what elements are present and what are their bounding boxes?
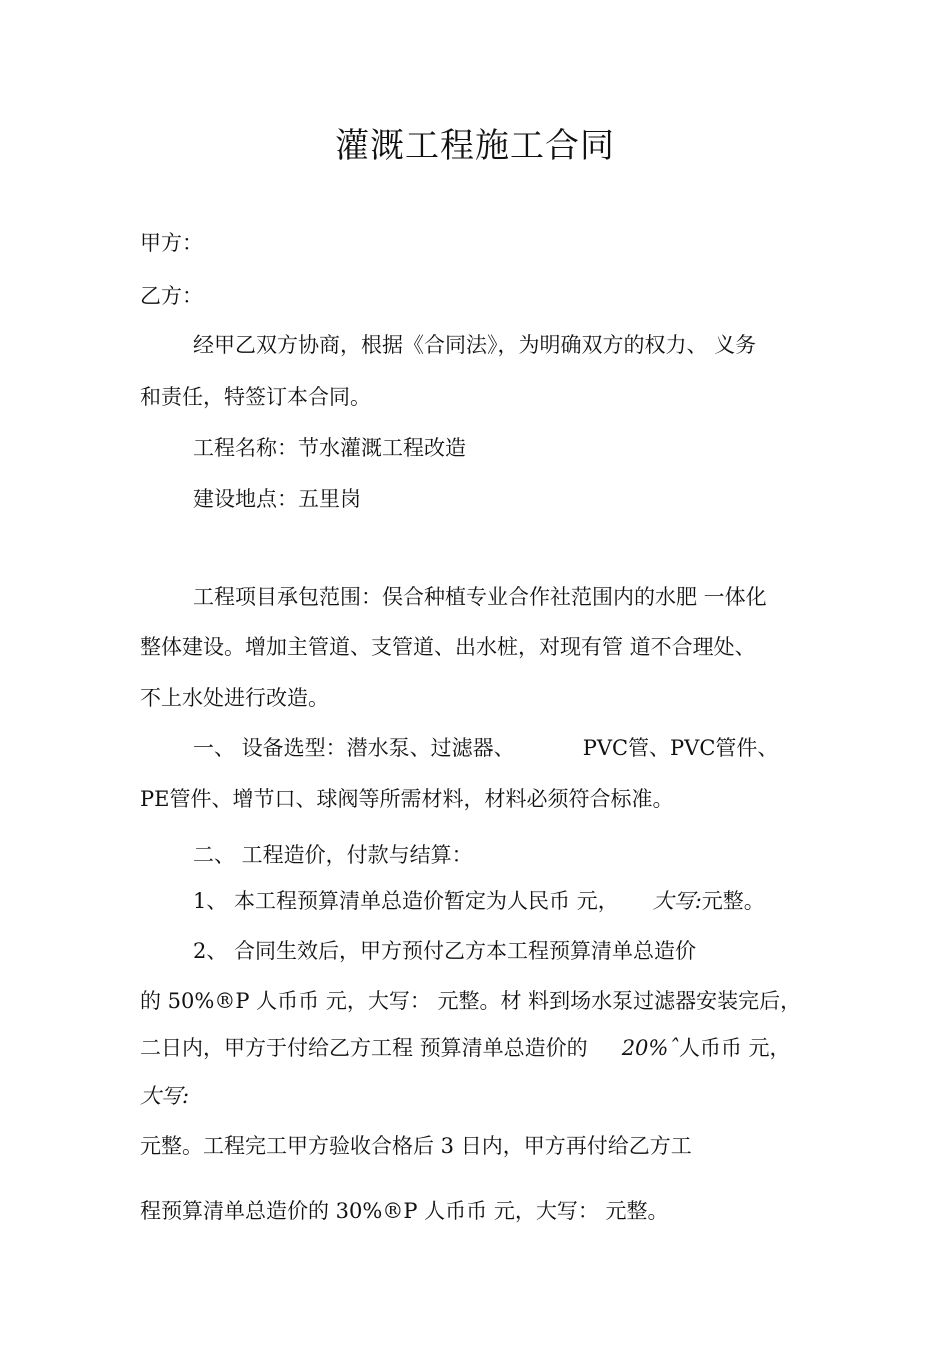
section1-equipment-text: 一、 设备选型：潜水泵、过滤器、 [193,736,515,760]
section2-item1 [193,886,765,916]
section2-item2-line-3-text: 二日内，甲方于付给乙方工程 预算清单总造价的 [140,1036,588,1060]
section1-pvc-text: PVC管、PVC管件、 [582,736,779,760]
intro-line-2: 和责任，特签订本合同。 [140,385,371,409]
section1-line-2: PE管件、增节口、球阀等所需材料，材料必须符合标准。 [140,787,674,811]
scope-line-1: 工程项目承包范围：俣合种植专业合作社范围内的水肥 一体化 [193,585,767,609]
section2-item2-line-4: 大写: [140,1084,190,1108]
section2-item2-line-5: 元整。工程完工甲方验收合格后 3 日内，甲方再付给乙方工 [140,1134,692,1158]
section2-heading: 二、 工程造价，付款与结算： [193,843,473,867]
section2-item2-line-3-end: 人币币 元， [678,1036,791,1060]
project-location: 建设地点：五里岗 [193,487,361,511]
section2-item2-line-1: 2、 合同生效后，甲方预付乙方本工程预算清单总造价 [193,939,697,963]
intro-line-1: 经甲乙双方协商，根据《合同法》，为明确双方的权力、 义务 [193,333,757,357]
section2-item2-percent: 20%ˆ [621,1036,679,1060]
section2-item1-daxie: 大写: [652,889,702,913]
section2-item1-text: 1、 本工程预算清单总造价暂定为人民币 元， [193,889,619,913]
project-name: 工程名称：节水灌溉工程改造 [193,436,466,460]
section1-line-1 [193,733,778,763]
section2-item1-end: 元整。 [701,889,765,913]
section2-item2-line-2: 的 50%®P 人币币 元，大写： 元整。材 料到场水泵过滤器安装完后， [140,989,802,1013]
party-a-label: 甲方： [140,231,203,255]
section2-item2-line-6: 程预算清单总造价的 30%®P 人币币 元，大写： 元整。 [140,1199,669,1223]
scope-line-3: 不上水处进行改造。 [140,686,329,710]
document-title: 灌溉工程施工合同 [335,126,615,166]
party-b-label: 乙方： [140,284,203,308]
section2-item2-line-3 [140,1033,791,1063]
scope-line-2: 整体建设。增加主管道、支管道、出水桩，对现有管 道不合理处、 [140,635,756,659]
